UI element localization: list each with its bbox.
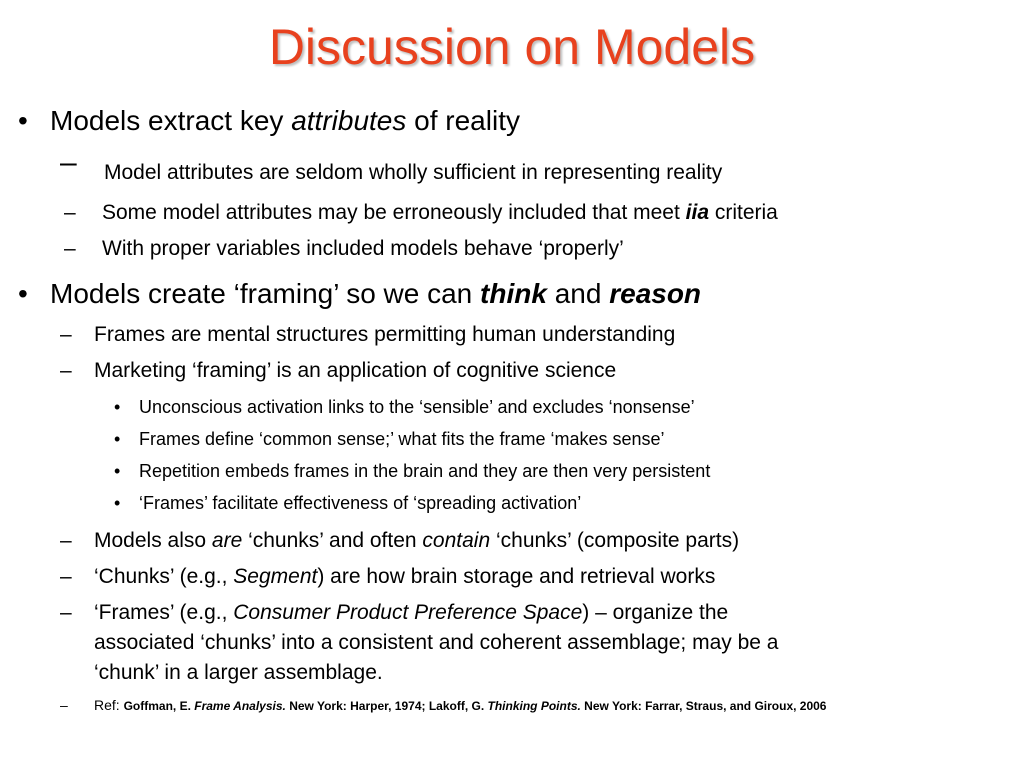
bullet-symbol: •	[18, 105, 28, 136]
dash-symbol: –	[60, 565, 72, 588]
subsub-unconscious-activation: Unconscious activation links to the ‘sensible’ and excludes ‘nonsense’	[139, 397, 695, 417]
dash-symbol: –	[64, 201, 76, 224]
dash-symbol: –	[60, 323, 72, 346]
subsub-repetition: Repetition embeds frames in the brain and they are then very persistent	[139, 461, 711, 481]
dash-symbol: –	[60, 529, 72, 552]
sub-models-chunks: Models also are ‘chunks’ and often contain ‘chunks’ (composite parts)	[94, 529, 740, 552]
dash-symbol: –	[64, 237, 76, 260]
bullet-models-extract: Models extract key attributes of reality	[50, 105, 520, 136]
bullet-symbol: •	[114, 429, 121, 449]
sub-frames-cpps-line3: ‘chunk’ in a larger assemblage.	[94, 661, 383, 684]
dash-symbol: –	[60, 146, 77, 179]
sub-frames-cpps-line1: ‘Frames’ (e.g., Consumer Product Preference Space) – organize the	[94, 601, 729, 624]
slide-title: Discussion on Models	[268, 19, 756, 75]
sub-marketing-framing: Marketing ‘framing’ is an application of cognitive science	[94, 359, 617, 382]
bullet-models-create-framing: Models create ‘framing’ so we can think and reason	[50, 278, 702, 309]
sub-frames-mental-structures: Frames are mental structures permitting human understanding	[94, 323, 676, 346]
bullet-symbol: •	[114, 493, 121, 513]
sub-chunks-segment: ‘Chunks’ (e.g., Segment) are how brain storage and retrieval works	[94, 565, 716, 588]
subsub-spreading-activation: ‘Frames’ facilitate effectiveness of ‘spreading activation’	[139, 493, 582, 513]
bullet-symbol: •	[18, 278, 28, 309]
dash-symbol: –	[60, 697, 68, 713]
dash-symbol: –	[60, 601, 72, 624]
sub-proper-variables: With proper variables included models behave ‘properly’	[102, 237, 624, 260]
dash-symbol: –	[60, 359, 72, 382]
sub-frames-cpps-line2: associated ‘chunks’ into a consistent and coherent assemblage; may be a	[94, 631, 779, 654]
sub-attributes-erroneous: Some model attributes may be erroneously included that meet iia criteria	[102, 201, 778, 224]
sub-attributes-sufficient: Model attributes are seldom wholly sufficient in representing reality	[104, 161, 723, 184]
subsub-common-sense: Frames define ‘common sense;’ what fits the frame ‘makes sense’	[139, 429, 665, 449]
bullet-symbol: •	[114, 397, 121, 417]
bullet-symbol: •	[114, 461, 121, 481]
reference-line: Ref: Goffman, E. Frame Analysis. New York: Harper, 1974; Lakoff, G. Thinking Points. New York: Farrar, Straus, and Giroux, 2006	[94, 697, 827, 713]
